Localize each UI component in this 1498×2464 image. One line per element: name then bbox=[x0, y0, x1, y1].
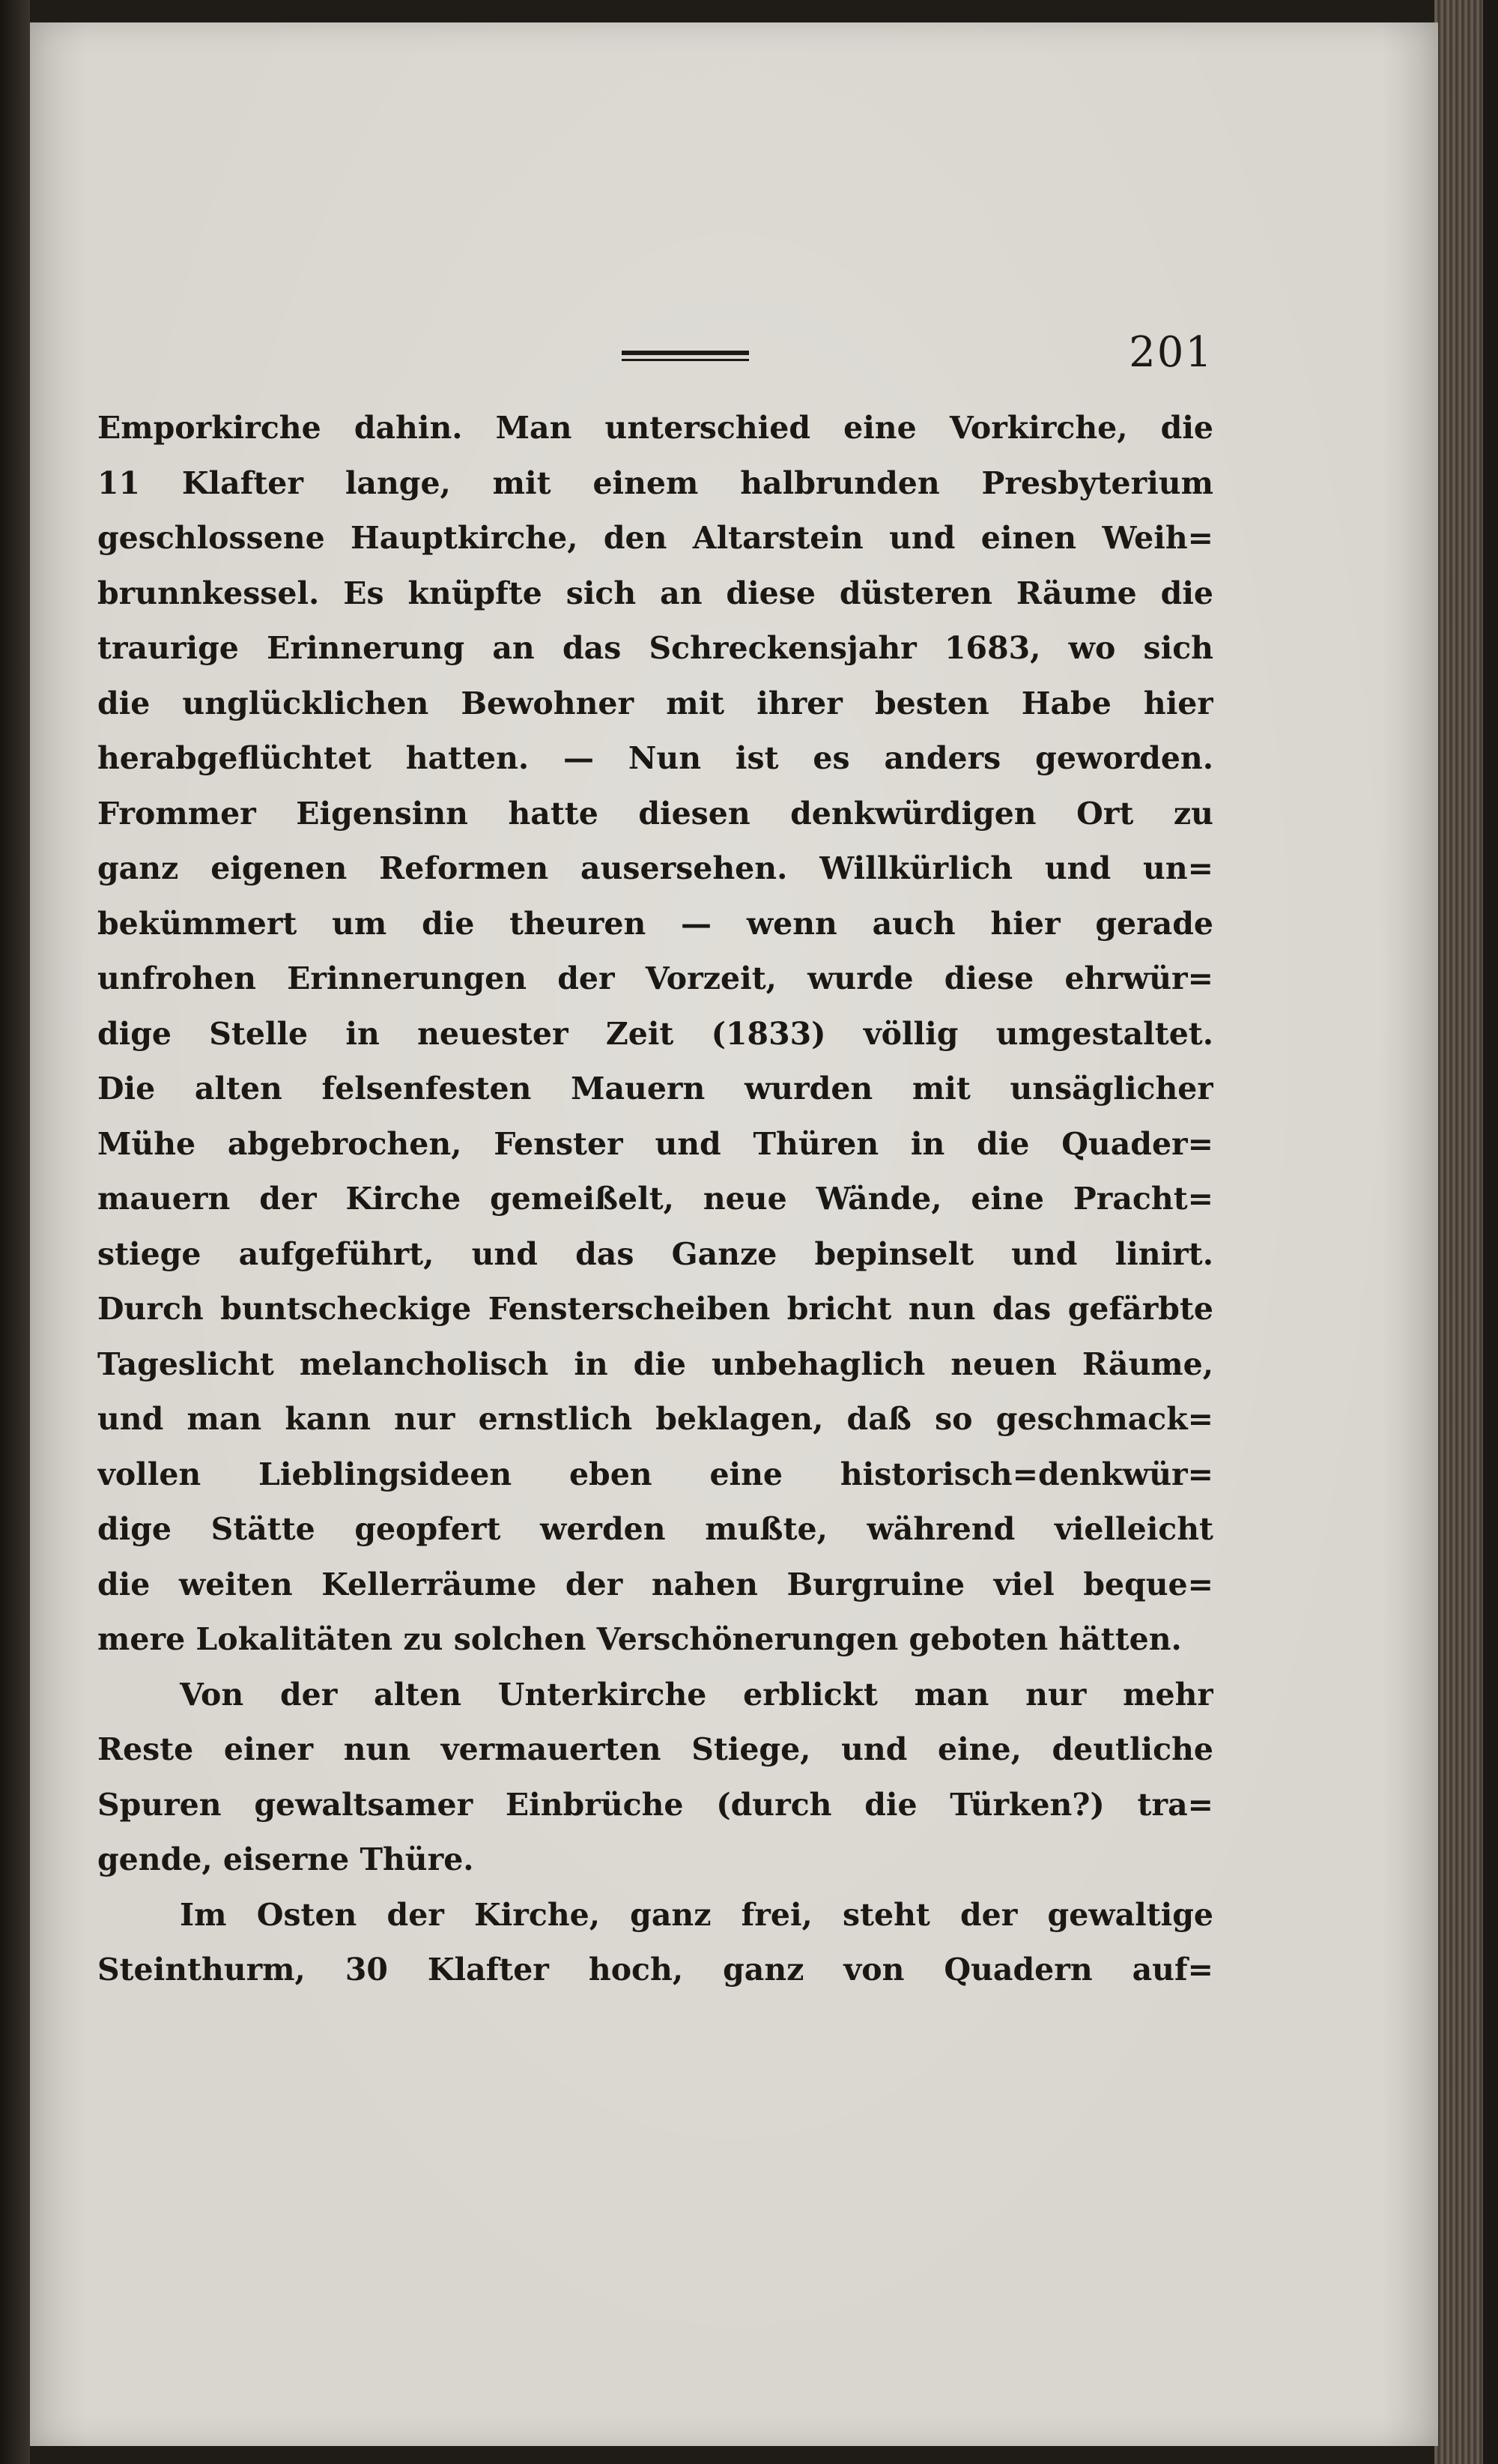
text-line: mere Lokalitäten zu solchen Verschönerungen geboten hätten. bbox=[97, 1621, 1182, 1657]
book-binding bbox=[0, 0, 30, 2464]
text-line: brunnkessel. Es knüpfte sich an diese düsteren Räume die bbox=[97, 575, 1213, 611]
text-line: mauern der Kirche gemeißelt, neue Wände, eine Pracht= bbox=[97, 1181, 1213, 1217]
text-line: Mühe abgebrochen, Fenster und Thüren in die Quader= bbox=[97, 1125, 1213, 1162]
text-line: Steinthurm, 30 Klafter hoch, ganz von Quadern auf= bbox=[97, 1952, 1213, 1988]
page-header bbox=[30, 322, 1438, 390]
text-line: und man kann nur ernstlich beklagen, daß so geschmack= bbox=[97, 1401, 1213, 1437]
text-line: Im Osten der Kirche, ganz frei, steht der gewaltige bbox=[180, 1896, 1213, 1933]
text-line: die weiten Kellerräume der nahen Burgruine viel beque= bbox=[97, 1566, 1213, 1602]
text-line: vollen Lieblingsideen eben eine historisch=denkwür= bbox=[97, 1456, 1213, 1492]
body-text bbox=[97, 401, 1213, 1998]
page-number: 201 bbox=[1129, 328, 1213, 377]
text-line: traurige Erinnerung an das Schreckensjahr 1683, wo sich bbox=[97, 630, 1213, 666]
text-line: die unglücklichen Bewohner mit ihrer besten Habe hier bbox=[97, 685, 1213, 721]
text-line: 11 Klafter lange, mit einem halbrunden Presbyterium bbox=[97, 464, 1213, 501]
text-line: Spuren gewaltsamer Einbrüche (durch die Türken?) tra= bbox=[97, 1786, 1213, 1823]
page-edges-shadow bbox=[1483, 0, 1498, 2464]
text-line: geschlossene Hauptkirche, den Altarstein und einen Weih= bbox=[97, 520, 1213, 556]
text-line: Die alten felsenfesten Mauern wurden mit unsäglicher bbox=[97, 1071, 1213, 1107]
text-line: dige Stelle in neuester Zeit (1833) völlig umgestaltet. bbox=[97, 1015, 1213, 1052]
text-line: Frommer Eigensinn hatte diesen denkwürdigen Ort zu bbox=[97, 795, 1213, 832]
text-line: Emporkirche dahin. Man unterschied eine Vorkirche, die bbox=[97, 410, 1213, 446]
text-line: unfrohen Erinnerungen der Vorzeit, wurde diese ehrwür= bbox=[97, 960, 1213, 996]
text-line: Tageslicht melancholisch in die unbehaglich neuen Räume, bbox=[97, 1345, 1213, 1382]
text-line: ganz eigenen Reformen ausersehen. Willkürlich und un= bbox=[97, 850, 1213, 886]
text-line: herabgeflüchtet hatten. — Nun ist es anders geworden. bbox=[97, 740, 1213, 776]
text-line: stiege aufgeführt, und das Ganze bepinselt und linirt. bbox=[97, 1235, 1213, 1272]
text-line: Durch buntscheckige Fensterscheiben bricht nun das gefärbte bbox=[97, 1291, 1213, 1327]
text-line: Von der alten Unterkirche erblickt man nur mehr bbox=[180, 1676, 1213, 1713]
header-rule bbox=[622, 351, 749, 361]
book-page bbox=[30, 22, 1438, 2446]
text-line: dige Stätte geopfert werden mußte, während vielleicht bbox=[97, 1511, 1213, 1547]
text-line: Reste einer nun vermauerten Stiege, und eine, deutliche bbox=[97, 1731, 1213, 1767]
text-line: gende, eiserne Thüre. bbox=[97, 1841, 474, 1877]
text-line: bekümmert um die theuren — wenn auch hier gerade bbox=[97, 905, 1213, 942]
